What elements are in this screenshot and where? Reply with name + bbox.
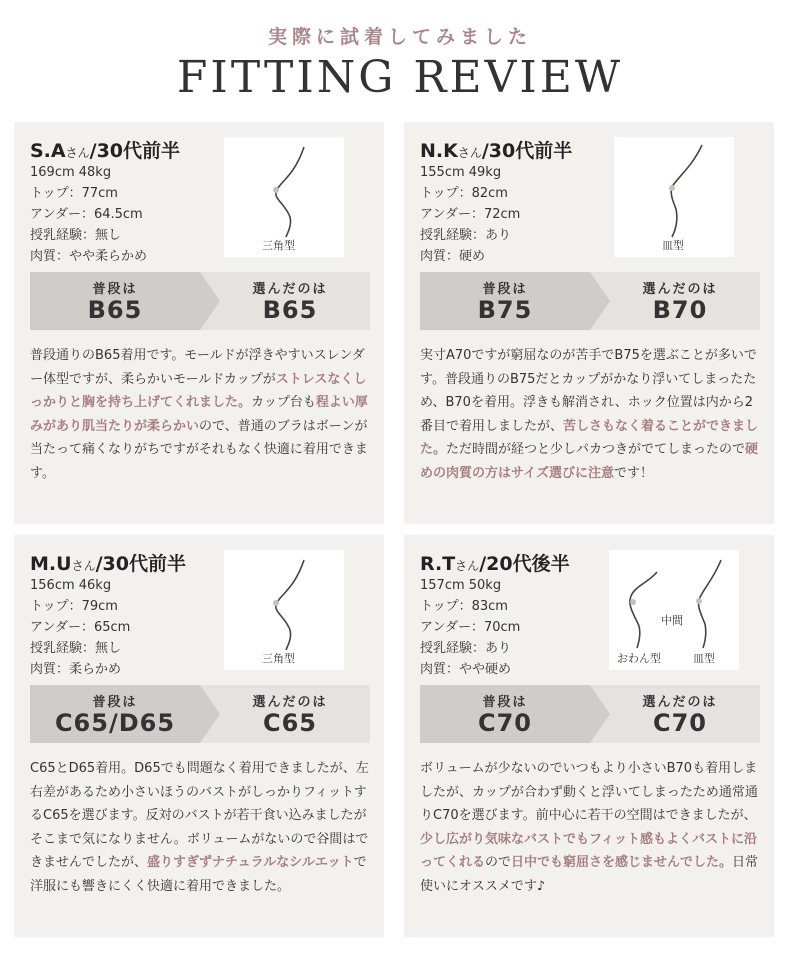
reviewer-stats [420,162,610,267]
chosen-label: 選んだのは [642,282,718,297]
reviewer-stats [30,575,220,680]
stat-nursing: 授乳経験：無し [30,641,122,656]
chosen-label: 選んだのは [252,695,328,710]
review-highlight: 盛りすぎずナチュラルなシルエット [147,855,354,870]
chosen-size: B70 [652,296,708,324]
chosen-label: 選んだのは [252,282,328,297]
stat-under: アンダー：72cm [420,207,521,222]
stat-height-weight: 157cm 50kg [420,578,502,593]
reviewer-stats [30,162,220,267]
bust-shape-illustration [614,137,734,257]
reviewer-name: S.Aさん/30代前半 [30,140,181,162]
review-text: C65とD65着用。D65でも問題なく着用できましたが、左右差があるため小さいほうのバストがしっかりフィットするC65を選びます。反対のバストが若干食い込みましたがそこまで気になりません。ボリュームがないので谷間はできませんでしたが、盛りすぎずナチュラルなシルエットで洋服にも響きにくく快適に着用できました。 [30,761,369,894]
review-text: 普段通りのB65着用です。モールドが浮きやすいスレンダー体型ですが、柔らかいモールドカップがストレスなくしっかりと胸を持ち上げてくれました。カップ台も程よい厚みがあり肌当たりが柔らかいので、普通のブラはボーンが当たって痛くなりがちですがそれもなく快適に着用できます。 [30,348,368,481]
size-banner [30,685,370,743]
stat-height-weight: 169cm 48kg [30,165,112,180]
usual-label: 普段は [482,282,528,297]
stat-top: トップ：83cm [420,599,508,614]
stat-flesh: 肉質：硬め [420,249,486,264]
chosen-size: C65 [262,709,317,737]
review-highlight: 硬めの肉質の方はサイズ選びに注意 [420,442,759,481]
stat-height-weight: 155cm 49kg [420,165,502,180]
usual-label: 普段は [92,282,138,297]
stat-nursing: 授乳経験：あり [420,641,512,656]
review-highlight: 日中でも窮屈さを感じませんでした。 [511,855,733,870]
usual-size: C65/D65 [54,709,176,737]
stat-under: アンダー：65cm [30,620,131,635]
stat-nursing: 授乳経験：無し [30,228,122,243]
review-card-sa [14,122,384,524]
stat-flesh: 肉質：やや柔らかめ [30,249,148,264]
usual-size: B75 [477,296,533,324]
review-card-mu [14,535,384,937]
review-highlight: 程よい厚みがあり肌当たりが柔らかい [30,395,368,434]
shape-label-flat: 皿型 [693,652,715,665]
stat-under: アンダー：70cm [420,620,521,635]
usual-size: B65 [87,296,143,324]
bust-shape-illustration [609,550,739,670]
review-highlight: ストレスなくしっかりと胸を持ち上げてくれました。 [30,371,367,410]
bust-shape-illustration [224,550,344,670]
shape-label-middle: 中間 [661,614,683,627]
usual-label: 普段は [92,695,138,710]
reviewer-name: N.Kさん/30代前半 [420,140,573,162]
size-banner [420,272,760,330]
shape-label-bowl: おわん型 [617,652,661,665]
stat-top: トップ：82cm [420,186,508,201]
size-banner [420,685,760,743]
stat-flesh: 肉質：やや硬め [420,662,512,677]
reviewer-name: M.Uさん/30代前半 [30,553,186,575]
shape-label: 皿型 [662,239,684,252]
page-header [0,0,800,116]
stat-top: トップ：79cm [30,599,118,614]
chosen-size: B65 [262,296,318,324]
review-text: 実寸A70ですが窮屈なのが苦手でB75を選ぶことが多いです。普段通りのB75だとカップがかなり浮いてしまったため、B70を着用。浮きも解消され、ホック位置は内から2番目で着用しましたが、苦しさもなく着ることができました。ただ時間が経つと少しパカつきがでてしまったので硬めの肉質の方はサイズ選びに注意です！ [420,348,759,481]
stat-height-weight: 156cm 46kg [30,578,112,593]
stat-under: アンダー：64.5cm [30,207,143,222]
chosen-size: C70 [652,709,707,737]
page-title: FITTING REVIEW [176,52,624,103]
chosen-label: 選んだのは [642,695,718,710]
bust-shape-illustration [224,137,344,257]
reviewer-name: R.Tさん/20代後半 [420,553,570,575]
stat-top: トップ：77cm [30,186,118,201]
stat-nursing: 授乳経験：あり [420,228,512,243]
usual-label: 普段は [482,695,528,710]
size-banner [30,272,370,330]
review-text: ボリュームが少ないのでいつもより小さいB70も着用しましたが、カップが合わず動くと浮いてしまったため通常通りC70を選びます。前中心に若干の空間はできましたが、少し広がり気味なバストでもフィット感もよくバストに沿ってくれるので日中でも窮屈さを感じませんでした。日常使いにオススメです♪ [420,761,759,894]
shape-label: 三角型 [262,652,295,665]
review-card-rt [404,535,774,937]
review-highlight: 苦しさもなく着ることができました。 [420,418,759,457]
stat-flesh: 肉質：柔らかめ [30,662,122,677]
reviewer-stats [420,575,610,680]
shape-label: 三角型 [262,239,295,252]
usual-size: C70 [477,709,532,737]
page-subtitle: 実際に試着してみました [267,26,532,48]
review-highlight: 少し広がり気味なバストでもフィット感もよくバストに沿ってくれる [420,831,757,870]
review-card-nk [404,122,774,524]
